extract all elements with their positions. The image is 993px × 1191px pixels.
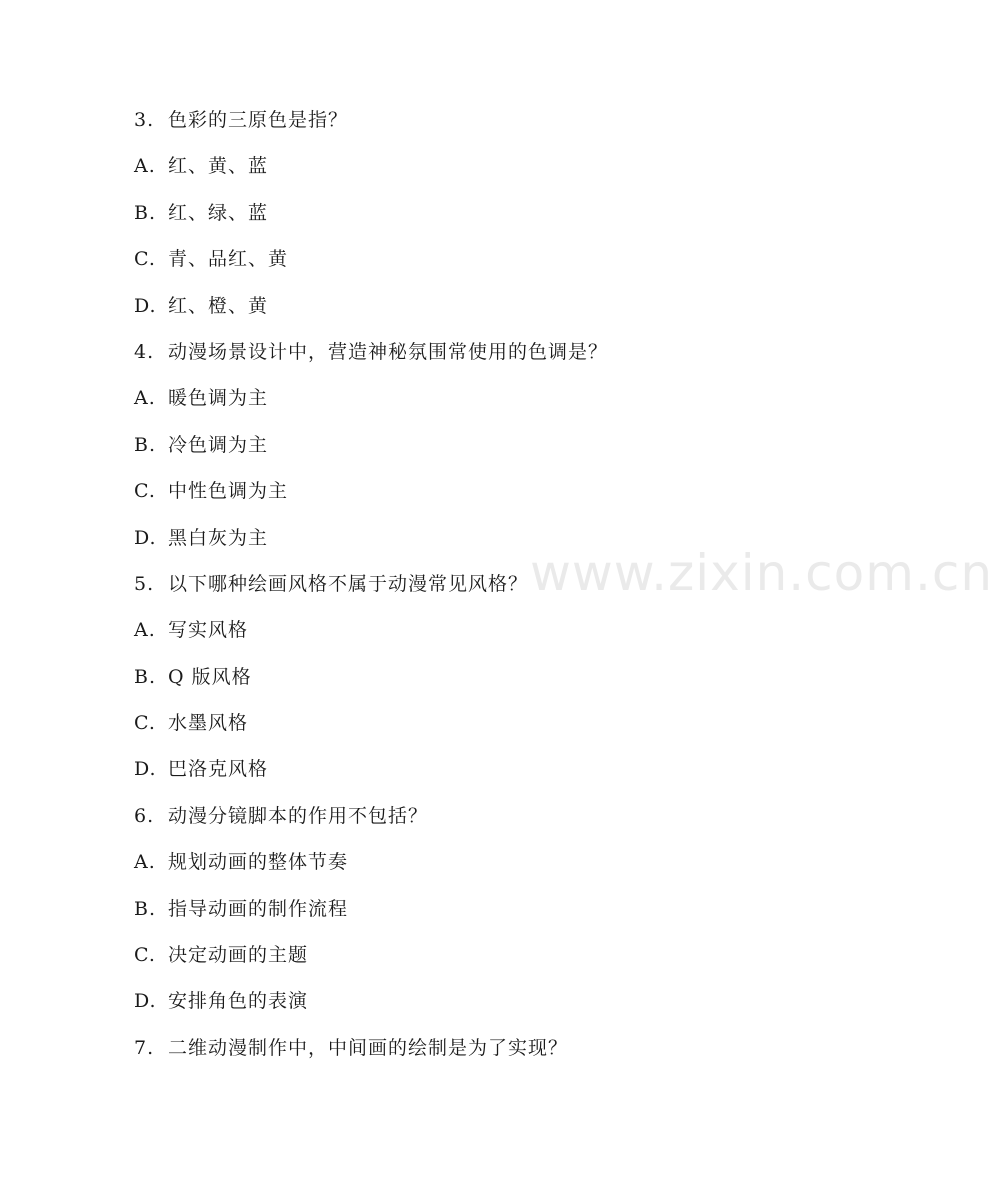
option-line [134, 431, 834, 477]
option-letter: B. [134, 433, 157, 456]
option-letter: D. [134, 294, 157, 317]
question-number: 5. [134, 572, 155, 595]
option-line [134, 199, 834, 245]
question-text: 动漫分镜脚本的作用不包括？ [168, 804, 429, 827]
option-text: 冷色调为主 [168, 433, 269, 456]
watermark: www.zixin.com.cn [530, 544, 993, 602]
question-text: 动漫场景设计中，营造神秘氛围常使用的色调是？ [168, 340, 609, 363]
option-line [134, 941, 834, 987]
option-text: 写实风格 [168, 619, 249, 642]
question-number: 6. [134, 804, 155, 827]
option-letter: C. [134, 944, 156, 967]
option-line [134, 709, 834, 755]
option-text: 安排角色的表演 [168, 990, 309, 1013]
option-text: 决定动画的主题 [168, 944, 309, 967]
option-line [134, 895, 834, 941]
option-line [134, 384, 834, 430]
option-line [134, 477, 834, 523]
question-title [134, 1034, 834, 1080]
option-letter: A. [134, 155, 156, 178]
option-line [134, 616, 834, 662]
question-text: 色彩的三原色是指？ [168, 109, 349, 131]
option-text: 中性色调为主 [168, 480, 289, 503]
option-text: 暖色调为主 [168, 387, 269, 410]
option-text: 红、橙、黄 [168, 294, 269, 317]
option-letter: A. [134, 387, 156, 410]
option-line [134, 987, 834, 1033]
question-number: 4. [134, 340, 155, 363]
option-letter: D. [134, 758, 157, 781]
option-letter: A. [134, 851, 156, 874]
option-line [134, 663, 834, 709]
option-line [134, 848, 834, 894]
question-title [134, 802, 834, 848]
option-line [134, 152, 834, 198]
option-letter: C. [134, 248, 156, 271]
option-text: 规划动画的整体节奏 [168, 851, 349, 874]
option-text: 水墨风格 [168, 712, 249, 735]
option-text: 指导动画的制作流程 [168, 897, 349, 920]
option-text: 黑白灰为主 [168, 526, 269, 549]
question-text: 二维动漫制作中，中间画的绘制是为了实现？ [168, 1036, 569, 1059]
option-letter: C. [134, 480, 156, 503]
option-text: 红、黄、蓝 [168, 155, 269, 178]
option-text: Q 版风格 [168, 665, 252, 688]
option-line [134, 292, 834, 338]
option-letter: C. [134, 712, 156, 735]
option-text: 青、品红、黄 [168, 248, 289, 271]
question-text: 以下哪种绘画风格不属于动漫常见风格？ [168, 572, 529, 595]
question-number: 3. [134, 109, 155, 131]
question-number: 7. [134, 1036, 155, 1059]
option-letter: B. [134, 897, 157, 920]
option-line [134, 524, 834, 570]
option-letter: B. [134, 665, 157, 688]
option-letter: B. [134, 201, 157, 224]
option-letter: D. [134, 990, 157, 1013]
option-line [134, 755, 834, 801]
option-letter: D. [134, 526, 157, 549]
option-letter: A. [134, 619, 156, 642]
question-title [134, 106, 834, 152]
option-text: 红、绿、蓝 [168, 201, 269, 224]
question-list [134, 106, 834, 1080]
question-title [134, 338, 834, 384]
option-text: 巴洛克风格 [168, 758, 269, 781]
option-line [134, 245, 834, 291]
question-title [134, 570, 834, 616]
